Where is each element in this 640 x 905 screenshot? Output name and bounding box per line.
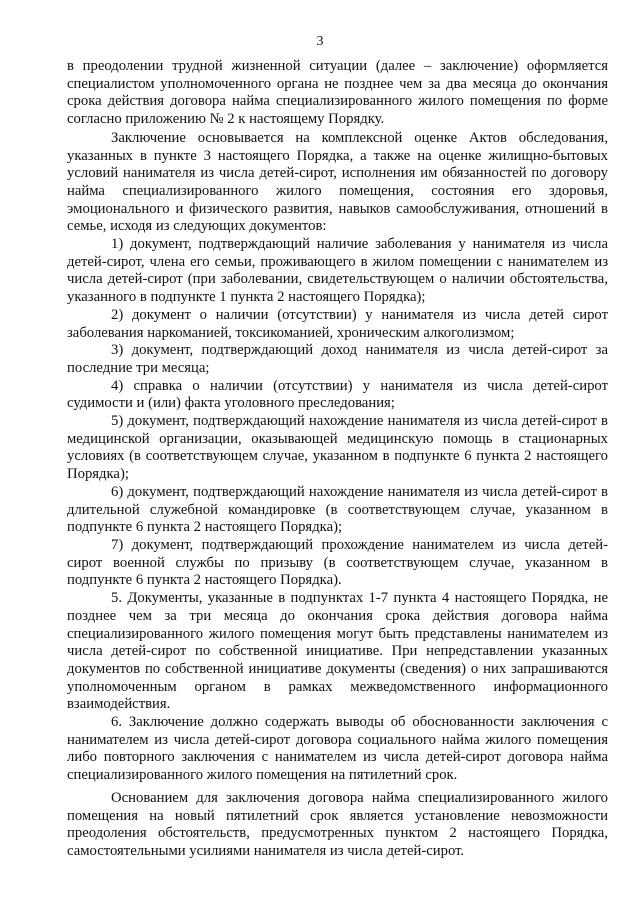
page-number: 3	[316, 34, 324, 49]
document-body	[67, 58, 608, 861]
list-item-3: 3) документ, подтверждающий доход нанимателя из числа детей-сирот за последние три месяца;	[67, 342, 608, 376]
list-item-1: 1) документ, подтверждающий наличие заболевания у нанимателя из числа детей-сирот, члена его семьи, проживающего в жилом помещении с нанимателем из числа детей-сирот (при заболевании, свидетельствующем о наличии обстоятельства, указанного в подпункте 1 пункта 2 настоящего Порядка);	[67, 236, 608, 306]
paragraph-continuation: в преодолении трудной жизненной ситуации (далее – заключение) оформляется специалистом уполномоченного органа не позднее чем за два месяца до окончания срока действия договора найма специализированного жилого помещения по форме согласно приложению № 2 к настоящему Порядку.	[67, 58, 608, 128]
list-item-4: 4) справка о наличии (отсутствии) у нанимателя из числа детей-сирот судимости и (или) факта уголовного преследования;	[67, 377, 608, 412]
paragraph-section-6: 6. Заключение должно содержать выводы об обоснованности заключения с нанимателем из числа детей-сирот договора социального найма жилого помещения либо повторного заключения с нанимателем из числа детей-сирот договора найма специализированного жилого помещения на пятилетний срок.	[67, 714, 608, 784]
paragraph-section-5: 5. Документы, указанные в подпунктах 1-7 пункта 4 настоящего Порядка, не позднее чем за три месяца до окончания срока действия договора найма специализированного жилого помещения могут быть представлены нанимателем из числа детей-сирот по собственной инициативе. При непредставлении указанных документов по собственной инициативе документы (сведения) о них запрашиваются уполномоченным органом в рамках межведомственного информационного взаимодействия.	[67, 590, 608, 713]
paragraph-basis: Основанием для заключения договора найма специализированного жилого помещения на новый пятилетний срок является установление невозможности преодоления обстоятельств, предусмотренных пунктом 2 настоящего Порядка, самостоятельными усилиями нанимателя из числа детей-сирот.	[67, 789, 608, 859]
list-item-5: 5) документ, подтверждающий нахождение нанимателя из числа детей-сирот в медицинской организации, оказывающей медицинскую помощь в стационарных условиях (в соответствующем случае, указанном в подпункте 6 пункта 2 настоящего Порядка);	[67, 413, 608, 483]
list-item-6: 6) документ, подтверждающий нахождение нанимателя из числа детей-сирот в длительной служебной командировке (в соответствующем случае, указанном в подпункте 6 пункта 2 настоящего Порядка);	[67, 483, 608, 536]
paragraph-conclusion-basis: Заключение основывается на комплексной оценке Актов обследования, указанных в пункте 3 настоящего Порядка, а также на оценке жилищно-бытовых условий нанимателя из числа детей-сирот, исполнения им обязанностей по договору найма специализированного жилого помещения, состояния его здоровья, эмоционального и физического развития, навыков самообслуживания, отношений в семье, исходя из следующих документов:	[67, 129, 608, 235]
list-item-7: 7) документ, подтверждающий прохождение нанимателем из числа детей-сирот военной службы по призыву (в соответствующем случае, указанном в подпункте 6 пункта 2 настоящего Порядка).	[67, 536, 608, 589]
list-item-2: 2) документ о наличии (отсутствии) у нанимателя из числа детей сирот заболевания наркоманией, токсикоманией, хроническим алкоголизмом;	[67, 306, 608, 341]
